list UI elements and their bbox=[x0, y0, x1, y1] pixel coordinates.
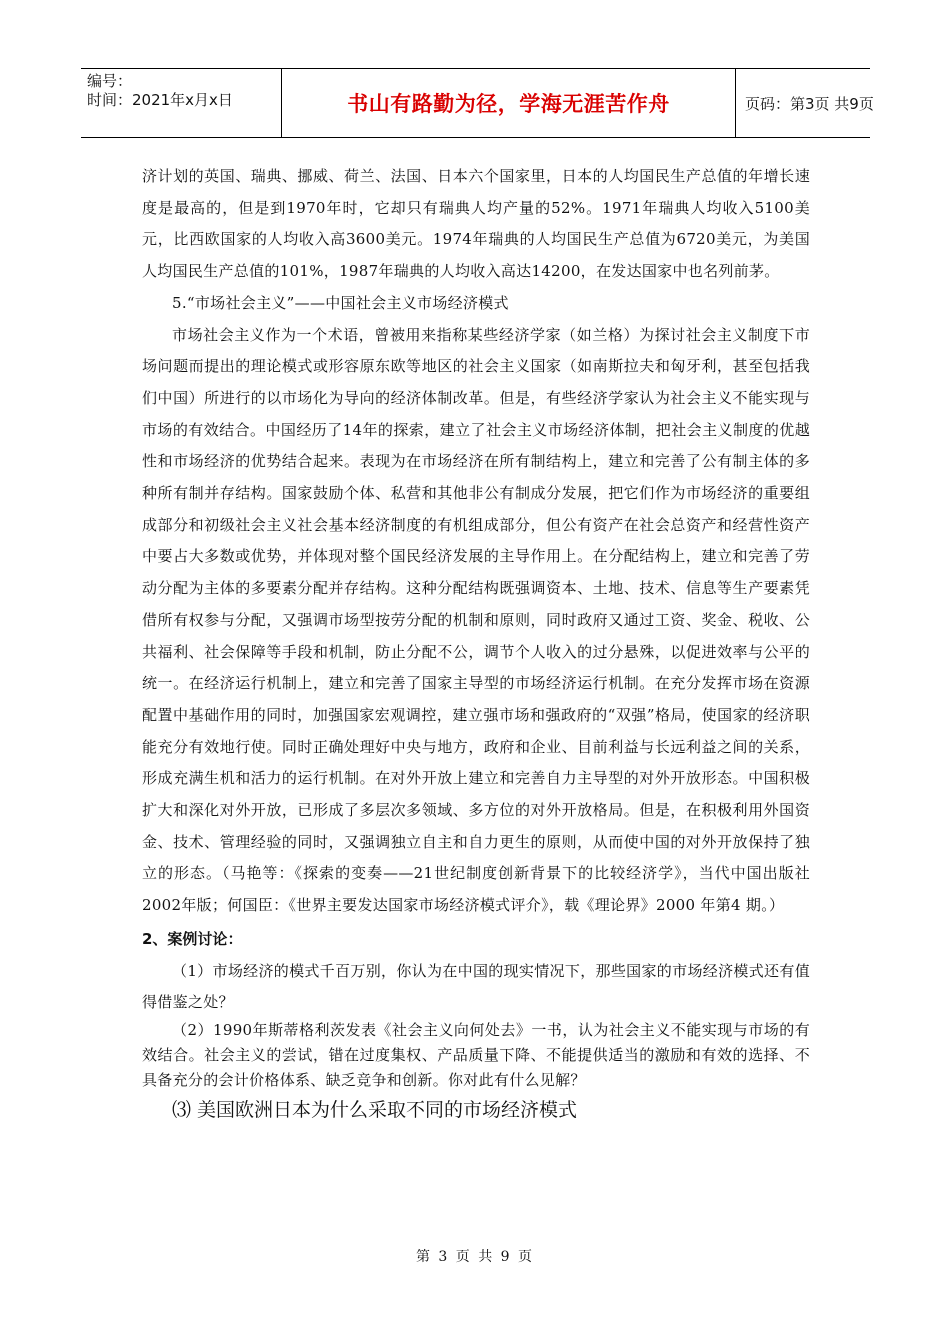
header-meta bbox=[81, 69, 281, 137]
doc-number-label: 编号： bbox=[87, 72, 133, 90]
question-3: ⑶ 美国欧洲日本为什么采取不同的市场经济模式 bbox=[172, 1099, 578, 1122]
doc-time-label: 时间：2021年x月x日 bbox=[87, 91, 233, 109]
document-body bbox=[142, 161, 810, 1125]
question-2: （2）1990年斯蒂格利茨发表《社会主义向何处去》一书，认为社会主义不能实现与市场的有效结合。社会主义的尝试，错在过度集权、产品质量下降、不能提供适当的激励和有效的选择、不具备充分的会计价格体系、缺乏竞争和创新。你对此有什么见解？ bbox=[142, 1020, 810, 1090]
question-1: （1）市场经济的模式千百万别，你认为在中国的现实情况下，那些国家的市场经济模式还有值得借鉴之处？ bbox=[142, 961, 810, 1011]
paragraph-market-socialism: 市场社会主义作为一个术语，曾被用来指称某些经济学家（如兰格）为探讨社会主义制度下市场问题而提出的理论模式或形容原东欧等地区的社会主义国家（如南斯拉夫和匈牙利，甚至包括我们中国）所进行的以市场化为导向的经济体制改革。但是，有些经济学家认为社会主义不能实现与市场的有效结合。中国经历了14年的探索，建立了社会主义市场经济体制，把社会主义制度的优越性和市场经济的优势结合起来。表现为在市场经济在所有制结构上，建立和完善了公有制主体的多种所有制并存结构。国家鼓励个体、私营和其他非公有制成分发展，把它们作为市场经济的重要组成部分和初级社会主义社会基本经济制度的有机组成部分，但公有资产在社会总资产和经营性资产中要占大多数或优势，并体现对整个国民经济发展的主导作用上。在分配结构上，建立和完善了劳动分配为主体的多要素分配并存结构。这种分配结构既强调资本、土地、技术、信息等生产要素凭借所有权参与分配，又强调市场型按劳分配的机制和原则，同时政府又通过工资、奖金、税收、公共福利、社会保障等手段和机制，防止分配不公，调节个人收入的过分悬殊，以促进效率与公平的统一。在经济运行机制上，建立和完善了国家主导型的市场经济运行机制。在充分发挥市场在资源配置中基础作用的同时，加强国家宏观调控，建立强市场和强政府的“双强”格局，使国家的经济职能充分有效地行使。同时正确处理好中央与地方，政府和企业、目前利益与长远利益之间的关系，形成充满生机和活力的运行机制。在对外开放上建立和完善自力主导型的对外开放形态。中国积极扩大和深化对外开放，已形成了多层次多领域、多方位的对外开放格局。但是，在积极利用外国资金、技术、管理经验的同时，又强调独立自主和自力更生的原则，从而使中国的对外开放保持了独立的形态。（马艳等：《探索的变奏——21世纪制度创新背景下的比较经济学》，当代中国出版社2002年版；何国臣：《世界主要发达国家市场经济模式评介》，载《理论界》2000 年第4 期。） bbox=[142, 325, 810, 915]
header-motto: 书山有路勤为径，学海无涯苦作舟 bbox=[281, 69, 736, 137]
header-page-code: 页码：第3页 共9页 bbox=[745, 94, 874, 113]
page-footer: 第 3 页 共 9 页 bbox=[415, 1249, 535, 1265]
section-heading-case-discussion: 2、案例讨论： bbox=[142, 929, 243, 948]
paragraph-gdp-comparison: 济计划的英国、瑞典、挪威、荷兰、法国、日本六个国家里，日本的人均国民生产总值的年增长速度是最高的，但是到1970年时，它却只有瑞典人均产量的52%。1971年瑞典人均收入5100美元，比西欧国家的人均收入高3600美元。1974年瑞典的人均国民生产总值为6720美元，为美国人均国民生产总值的101%，1987年瑞典的人均收入高达14200，在发达国家中也名列前茅。 bbox=[142, 167, 810, 281]
section-heading-market-socialism: 5.“市场社会主义”——中国社会主义市场经济模式 bbox=[172, 293, 509, 312]
page-header bbox=[81, 68, 874, 138]
